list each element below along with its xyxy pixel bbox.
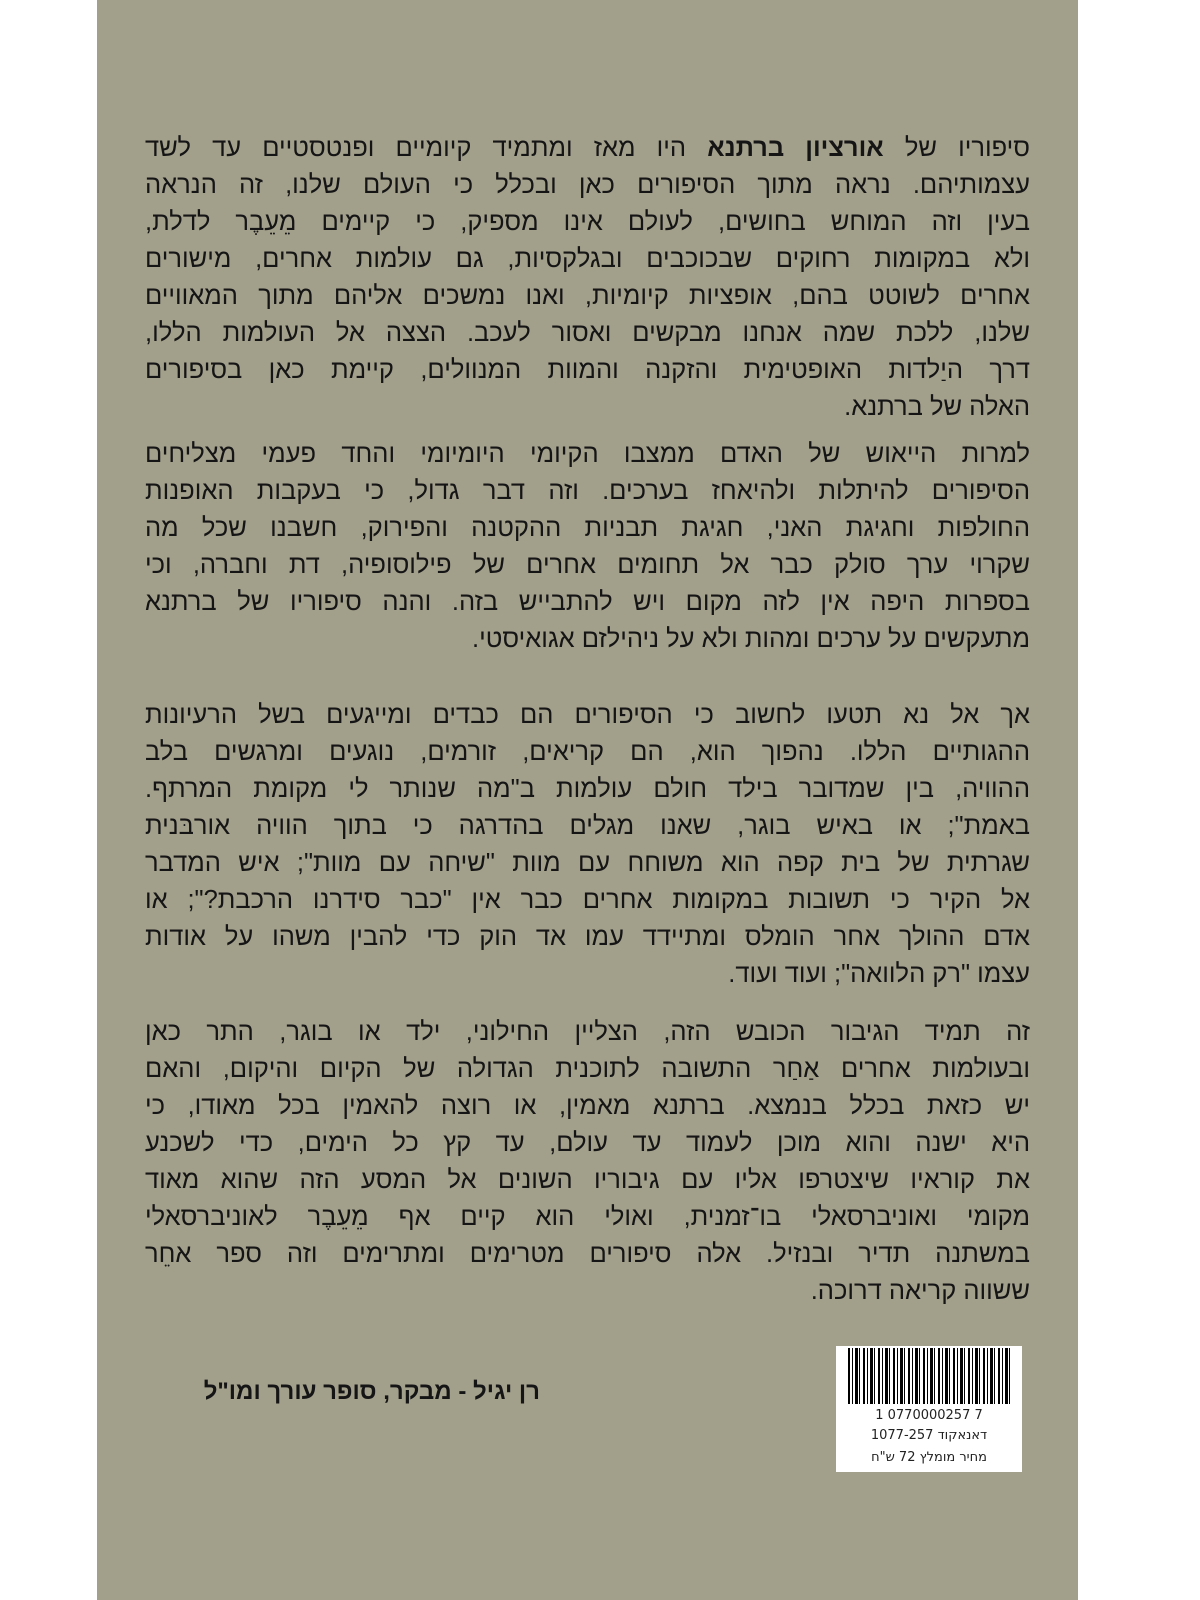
paragraph-line: יש כזאת בכלל בנמצא. ברתנא מאמין, או רוצה להאמין בכל מאודו, כי bbox=[145, 1092, 1030, 1120]
price-label: מחיר מומלץ 72 ש"ח bbox=[871, 1450, 987, 1465]
paragraph-line: אדם ההולך אחר הומלס ומתיידד עמו אד הוק כדי להבין משהו על אודות bbox=[145, 923, 1030, 951]
paragraph-line: ההוויה, בין שמדובר בילד חולם עולמות ב"מה שנותר לי מקומת המרתף. bbox=[145, 775, 1030, 803]
paragraph-line: ולא במקומות רחוקים שבכוכבים ובגלקסיות, גם עולמות אחרים, מישורים bbox=[145, 245, 1030, 273]
paragraph-line: בספרות היפה אין לזה מקום ויש להתבייש בזה. והנה סיפוריו של ברתנא bbox=[145, 588, 1030, 616]
barcode-label bbox=[836, 1346, 1022, 1472]
paragraph-line: ההגותיים הללו. נהפוך הוא, הם קריאים, זורמים, נוגעים ומרגשים בלב bbox=[145, 738, 1030, 766]
paragraph-line: הסיפורים להיתלות ולהיאחז בערכים. וזה דבר גדול, כי בעקבות האופנות bbox=[145, 477, 1030, 505]
paragraph-line: דרך היַלדות האופטימית והזקנה והמוות המנוולים, קיימת כאן בסיפורים bbox=[145, 356, 1030, 384]
text-segment: סיפוריו של bbox=[883, 134, 1030, 162]
paragraph-line: את קוראיו שיצטרפו אליו עם גיבוריו השונים אל המסע הזה שהוא מאוד bbox=[145, 1166, 1030, 1194]
paragraph-line: אחרים לשוטט בהם, אופציות קיומיות, ואנו נמשכים אליהם מתוך המאוויים bbox=[145, 282, 1030, 310]
paragraph-line: למרות הייאוש של האדם ממצבו הקיומי היומיומי והחד פעמי מצליחים bbox=[145, 440, 1030, 468]
paragraph-line: שלנו, ללכת שמה אנחנו מבקשים ואסור לעכב. הצצה אל העולמות הללו, bbox=[145, 319, 1030, 347]
paragraph-4 bbox=[145, 1014, 1030, 1310]
paragraph-line: שגרתית של בית קפה הוא משוחח עם מוות "שיחה עם מוות"; איש המדבר bbox=[145, 849, 1030, 877]
barcode-number: 1 0770000257 7 bbox=[875, 1408, 983, 1423]
catalog-number: דאנאקוד 1077-257 bbox=[870, 1428, 988, 1443]
barcode-icon bbox=[848, 1348, 1010, 1404]
paragraph-line: אך אל נא תטעו לחשוב כי הסיפורים הם כבדים ומייגעים בשל הרעיונות bbox=[145, 701, 1030, 729]
text-segment: היו מאז ומתמיד קיומיים ופנטסטיים עד לשד bbox=[145, 134, 708, 162]
reviewer-credit: רן יגיל - מבקר, סופר עורך ומו"ל bbox=[203, 1378, 540, 1405]
paragraph-2 bbox=[145, 436, 1030, 658]
paragraph-line: עצמותיהם. נראה מתוך הסיפורים כאן ובכלל כי העולם שלנו, זה הנראה bbox=[145, 171, 1030, 199]
paragraph-3 bbox=[145, 697, 1030, 993]
paragraph-line: האלה של ברתנא. bbox=[844, 393, 1030, 421]
paragraph-1 bbox=[145, 130, 1030, 426]
paragraph-line: אל הקיר כי תשובות במקומות אחרים כבר אין "כבר סידרנו הרכבת?"; או bbox=[145, 886, 1030, 914]
paragraph-line: החולפות וחגיגת האני, חגיגת תבניות ההקטנה והפירוק, חשבנו שכל מה bbox=[145, 514, 1030, 542]
paragraph-line: בעין וזה המוחש בחושים, לעולם אינו מספיק, כי קיימים מֵעֵבֶר לדלת, bbox=[145, 208, 1030, 236]
paragraph-line bbox=[145, 130, 1030, 167]
paragraph-line: מתעקשים על ערכים ומהות ולא על ניהילזם אגואיסטי. bbox=[472, 625, 1030, 653]
paragraph-line: ששווה קריאה דרוכה. bbox=[810, 1277, 1030, 1305]
paragraph-line: מקומי ואוניברסאלי בו־זמנית, ואולי הוא קיים אף מֵעֵבֶר לאוניברסאלי bbox=[145, 1203, 1030, 1231]
paragraph-line: באמת"; או באיש בוגר, שאנו מגלים בהדרגה כי בתוך הוויה אורבּנית bbox=[145, 812, 1030, 840]
paragraph-line: שקרוי ערך סולק כבר אל תחומים אחרים של פילוסופיה, דת וחברה, וכי bbox=[145, 551, 1030, 579]
paragraph-line: עצמו "רק הלוואה"; ועוד ועוד. bbox=[728, 960, 1030, 988]
paragraph-line: ובעולמות אחרים אַחַר התשובה לתוכנית הגדולה של הקיום והיקום, והאם bbox=[145, 1055, 1030, 1083]
paragraph-line: זה תמיד הגיבור הכובש הזה, הצליין החילוני, ילד או בוגר, התר כאן bbox=[145, 1018, 1030, 1046]
author-name: אורציון ברתנא bbox=[707, 134, 884, 162]
paragraph-line: היא ישנה והוא מוכן לעמוד עד עולם, עד קץ כל הימים, כדי לשכנע bbox=[145, 1129, 1030, 1157]
paragraph-line: במשתנה תדיר ובנזיל. אלה סיפורים מטרימים ומתרימים וזה ספר אחֵר bbox=[145, 1240, 1030, 1268]
